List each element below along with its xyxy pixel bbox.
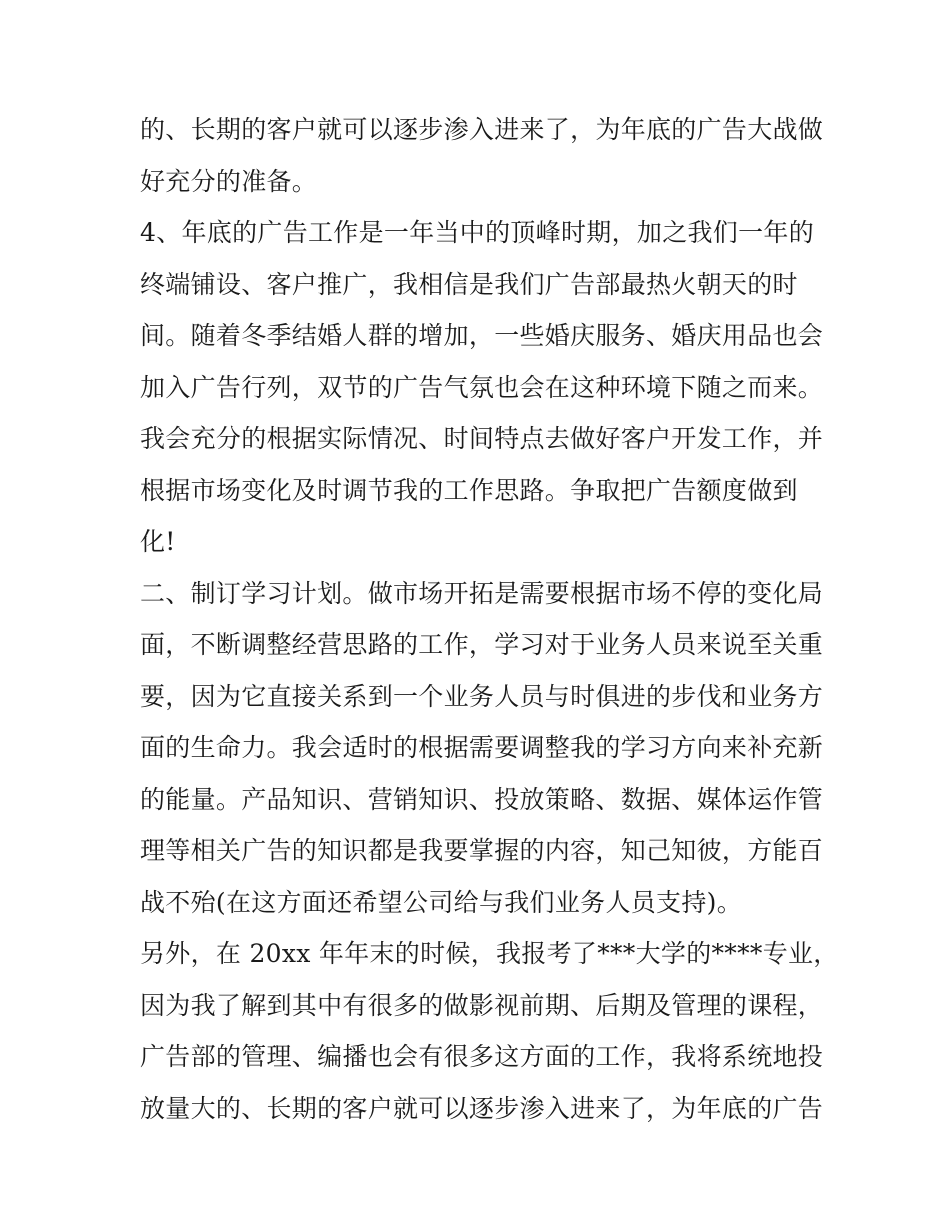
text-line: 化! bbox=[140, 527, 176, 556]
text-line: 面，不断调整经营思路的工作，学习对于业务人员来说至关重 bbox=[140, 630, 824, 659]
text-line: 根据市场变化及时调节我的工作思路。争取把广告额度做到 bbox=[140, 475, 798, 505]
text-line: 间。随着冬季结婚人群的增加，一些婚庆服务、婚庆用品也会 bbox=[140, 321, 824, 350]
text-line: 另外，在 20xx 年年末的时候，我报考了***大学的****专业， bbox=[140, 939, 839, 968]
text-line: 二、制订学习计划。做市场开拓是需要根据市场不停的变化局 bbox=[140, 578, 824, 608]
text-line: 终端铺设、客户推广，我相信是我们广告部最热火朝天的时 bbox=[140, 269, 798, 299]
document-body bbox=[140, 104, 839, 1134]
text-line: 要，因为它直接关系到一个业务人员与时俱进的步伐和业务方 bbox=[140, 681, 824, 711]
text-line: 我会充分的根据实际情况、时间特点去做好客户开发工作，并 bbox=[140, 424, 824, 453]
text-line: 战不殆(在这方面还希望公司给与我们业务人员支持)。 bbox=[140, 887, 743, 917]
text-line: 的能量。产品知识、营销知识、投放策略、数据、媒体运作管 bbox=[140, 784, 824, 814]
text-line: 4、年底的广告工作是一年当中的顶峰时期，加之我们一年的 bbox=[140, 218, 815, 247]
text-line: 加入广告行列，双节的广告气氛也会在这种环境下随之而来。 bbox=[140, 372, 824, 402]
text-line: 因为我了解到其中有很多的做影视前期、后期及管理的课程， bbox=[140, 990, 824, 1020]
text-line: 的、长期的客户就可以逐步渗入进来了，为年底的广告大战做 bbox=[140, 115, 824, 144]
text-line: 面的生命力。我会适时的根据需要调整我的学习方向来补充新 bbox=[140, 733, 824, 762]
text-line: 放量大的、长期的客户就可以逐步渗入进来了，为年底的广告 bbox=[140, 1093, 824, 1123]
text-line: 理等相关广告的知识都是我要掌握的内容，知己知彼，方能百 bbox=[140, 836, 824, 865]
text-line: 好充分的准备。 bbox=[140, 166, 318, 196]
text-line: 广告部的管理、编播也会有很多这方面的工作，我将系统地投 bbox=[140, 1042, 824, 1071]
